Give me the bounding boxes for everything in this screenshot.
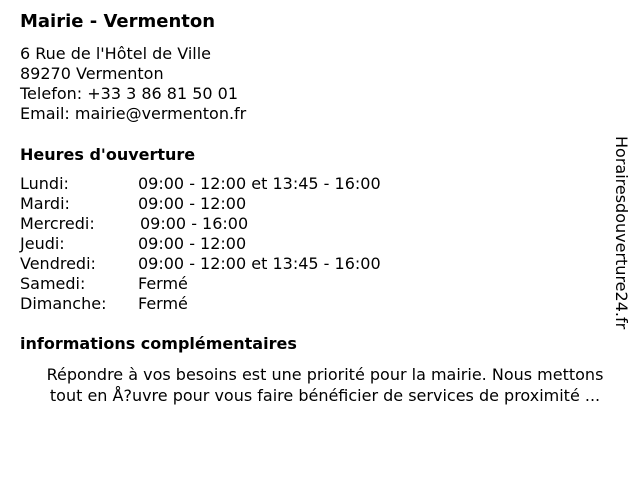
day-label: Mercredi:	[20, 214, 95, 233]
time-value: 09:00 - 12:00	[138, 194, 247, 213]
street-address: 6 Rue de l'Hôtel de Ville	[20, 44, 211, 63]
day-label: Lundi:	[20, 174, 69, 193]
postal-city: 89270 Vermenton	[20, 64, 164, 83]
info-line: Répondre à vos besoins est une priorité pour la mairie. Nous mettons	[46, 365, 604, 384]
hours-row-thursday	[20, 234, 440, 254]
hours-row-sunday	[20, 294, 440, 314]
opening-hours-list	[20, 174, 440, 314]
info-line: tout en Å?uvre pour vous faire bénéficier de services de proximité ...	[49, 386, 601, 405]
day-label: Samedi:	[20, 274, 86, 293]
time-value: 09:00 - 12:00	[138, 234, 247, 253]
day-label: Jeudi:	[20, 234, 65, 253]
hours-row-saturday	[20, 274, 440, 294]
opening-hours-heading: Heures d'ouverture	[20, 145, 196, 164]
time-value: 09:00 - 12:00 et 13:45 - 16:00	[138, 174, 381, 193]
additional-info-heading: informations complémentaires	[20, 334, 297, 353]
page-title: Mairie - Vermenton	[20, 11, 216, 32]
day-label: Dimanche:	[20, 294, 107, 313]
address-block	[20, 44, 246, 124]
hours-row-monday	[20, 174, 440, 194]
phone-number: Telefon: +33 3 86 81 50 01	[20, 84, 239, 103]
time-value: Fermé	[138, 294, 188, 313]
email-address: Email: mairie@vermenton.fr	[20, 104, 247, 123]
time-value: Fermé	[138, 274, 188, 293]
day-label: Mardi:	[20, 194, 70, 213]
hours-row-tuesday	[20, 194, 440, 214]
hours-row-friday	[20, 254, 440, 274]
day-label: Vendredi:	[20, 254, 96, 273]
time-value: 09:00 - 16:00	[140, 214, 249, 233]
site-watermark: Horairesdouverture24.fr	[612, 136, 631, 330]
hours-row-wednesday	[20, 214, 440, 234]
additional-info-text	[20, 364, 630, 406]
time-value: 09:00 - 12:00 et 13:45 - 16:00	[138, 254, 381, 273]
